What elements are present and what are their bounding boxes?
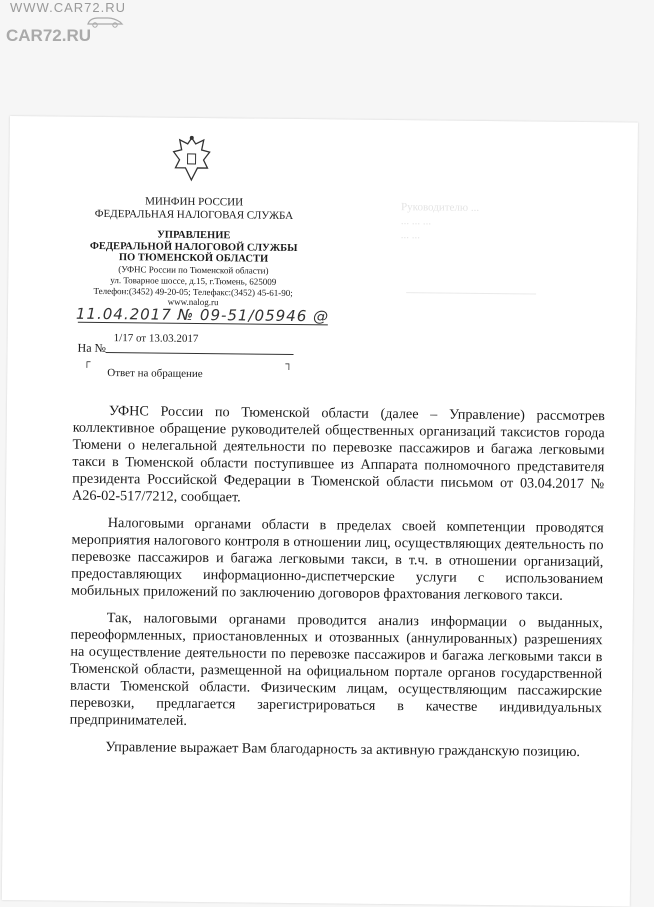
faded-line-3: ... ...	[400, 229, 421, 242]
paragraph-1: УФНС России по Тюменской области (далее – Управление) рассмотрев коллективное обращение руководителей общественных организаций таксистов города Тюмени о нелегальной деятельности по перевозке пассажиров и багажа легковыми такси в Тюменской области поступившее из Аппарата полномочного представителя президента Российской Федерации в Тюменской области письмом от 03.04.2017 № А26-02-517/7212, сообщает.	[71, 403, 605, 506]
website-line: www.nalog.ru	[167, 296, 219, 308]
contact-block	[68, 275, 318, 309]
watermark-logo: CAR72.RU	[6, 26, 92, 45]
car-logo-icon	[86, 14, 124, 28]
department-line-3: ПО ТЮМЕНСКОЙ ОБЛАСТИ	[118, 252, 269, 265]
subject-corner-left: ┌	[83, 356, 91, 368]
faded-line-2: ... ... ...	[400, 215, 432, 228]
faded-line-1: Руководителю ...	[401, 201, 480, 214]
reference-label: На №	[77, 340, 107, 356]
watermark-url: WWW.CAR72.RU	[10, 0, 126, 15]
phone-line: Телефон:(3452) 49-20-05; Телефакс:(3452) 45-61-90;	[93, 285, 293, 298]
paragraph-4: Управление выражает Вам благодарность за активную гражданскую позицию.	[105, 739, 581, 761]
ministry-line-2: ФЕДЕРАЛЬНАЯ НАЛОГОВАЯ СЛУЖБА	[94, 207, 294, 222]
coat-of-arms-icon	[169, 134, 214, 186]
department-short-name: (УФНС России по Тюменской области)	[118, 264, 269, 276]
department-header	[68, 229, 318, 266]
registration-number-handwritten: 11.04.2017 № 09-51/05946 @	[75, 304, 330, 326]
paragraph-2: Налоговыми органами области в пределах своей компетенции проводятся мероприятия налогового контроля в отношении лиц, осуществляющих деятельность по перевозке пассажиров и багажа легковыми такси, в т.ч. в отношении организаций, предоставляющих информационно-диспетчерские услуги с использованием мобильных приложений по заключению договоров фрахтования легкового такси.	[70, 515, 604, 604]
faded-rule	[406, 292, 536, 294]
faded-addressee-block	[401, 200, 571, 244]
reference-value: 1/17 от 13.03.2017	[113, 332, 199, 345]
subject-corner-right: ┐	[285, 358, 293, 370]
department-line-2: ФЕДЕРАЛЬНОЙ НАЛОГОВОЙ СЛУЖБЫ	[89, 240, 298, 254]
paragraph-3: Так, налоговыми органами проводится анализ информации о выданных, переоформленных, приостановленных и отозванных (аннулированных) разрешениях на осуществление деятельности по перевозке пассажиров и багажа легковыми такси в Тюменской области, размещенной на официальном портале органов государственной власти Тюменской области. Физическим лицам, осуществляющим пассажирские перевозки, предлагается зарегистрироваться в качестве индивидуальных предпринимателей.	[69, 610, 603, 729]
reference-underline	[106, 352, 294, 355]
letter-body	[69, 403, 605, 772]
address-line: ул. Товарное шоссе, д.15, г.Тюмень, 625009	[110, 275, 277, 287]
subject-line: Ответ на обращение	[107, 367, 203, 381]
department-line-1: УПРАВЛЕНИЕ	[157, 229, 231, 242]
letter-sheet	[2, 116, 638, 907]
ministry-line-1: МИНФИН РОССИИ	[145, 195, 244, 209]
ministry-header	[69, 195, 319, 224]
